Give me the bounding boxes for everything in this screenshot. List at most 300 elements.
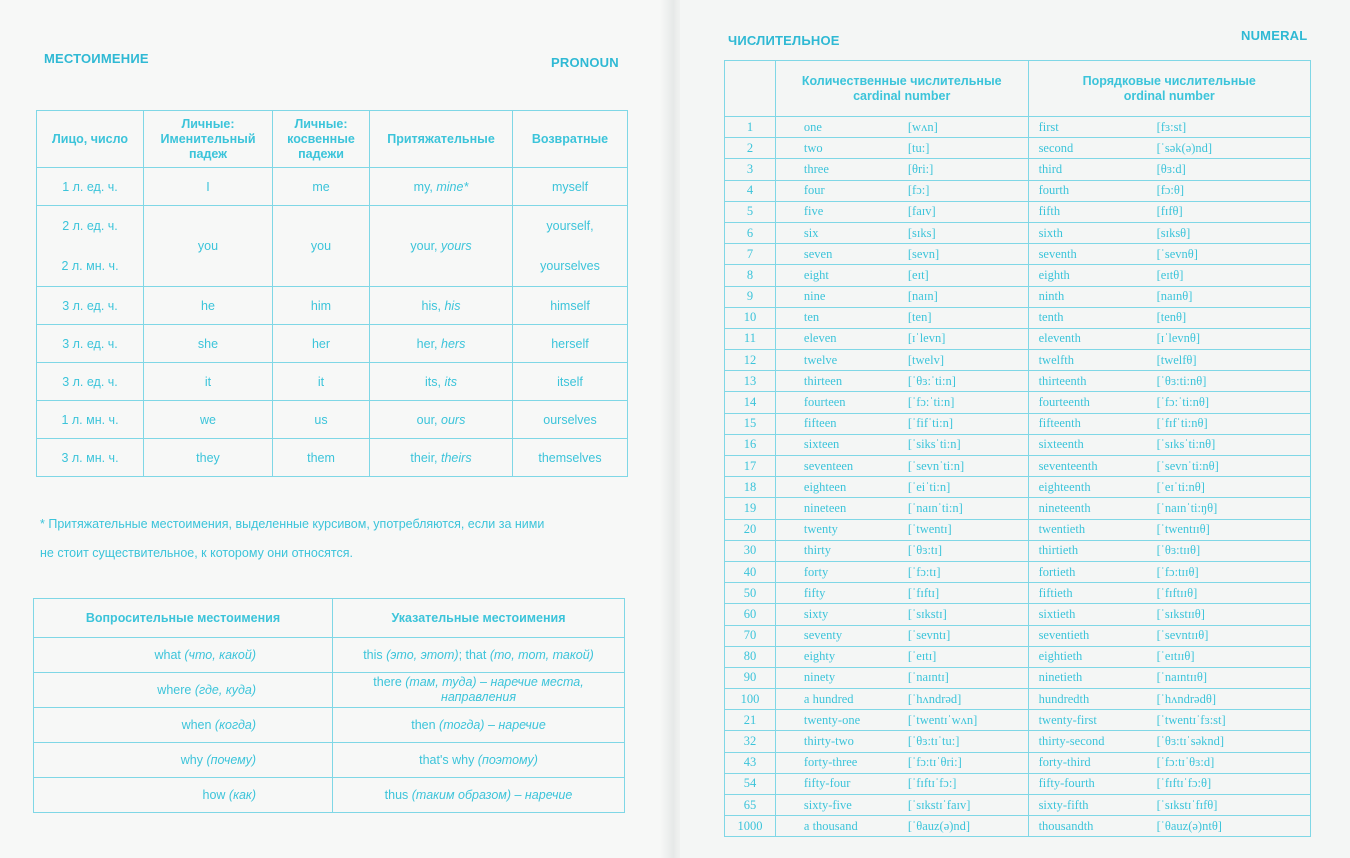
ordinal-cell	[1028, 816, 1310, 837]
qd-row	[34, 708, 625, 743]
ordinal-transcription: [ˈsɪkstɪˈfɪfθ]	[1156, 797, 1218, 812]
ordinal-word: tenth	[1038, 310, 1064, 325]
possessive-adjective: their,	[410, 450, 441, 465]
cardinal-transcription: [ˈhʌndrəd]	[907, 691, 962, 706]
cardinal-title-en: cardinal number	[853, 88, 951, 103]
possessive-cell	[370, 325, 513, 363]
ordinal-cell	[1028, 773, 1310, 794]
ordinal-cell	[1028, 434, 1310, 455]
cardinal-word: forty-three	[803, 755, 858, 770]
possessive-cell	[370, 206, 513, 287]
ordinal-cell	[1028, 710, 1310, 731]
footnote-line-1: * Притяжательные местоимения, выделенные курсивом, употребляются, если за ними	[40, 517, 545, 531]
cardinal-word: a hundred	[803, 691, 854, 706]
interrogative-translation: (как)	[228, 788, 256, 802]
ordinal-cell	[1028, 731, 1310, 752]
ordinal-cell	[1028, 392, 1310, 413]
number-cell: 9	[725, 286, 776, 307]
ordinal-transcription: [ˈsevntɪɪθ]	[1156, 628, 1209, 643]
ordinal-transcription: [fɪfθ]	[1156, 204, 1183, 219]
numeral-header-row	[725, 61, 1311, 117]
ordinal-word: first	[1038, 119, 1059, 134]
cardinal-transcription: [ˈfifˈti:n]	[907, 416, 954, 431]
ordinal-transcription: [fɔ:θ]	[1156, 183, 1185, 198]
number-cell: 30	[725, 540, 776, 561]
ordinal-word: hundredth	[1038, 691, 1090, 706]
ordinal-word: thirty-second	[1038, 734, 1105, 749]
ordinal-cell	[1028, 117, 1310, 138]
cardinal-cell	[775, 265, 1028, 286]
interrogative-cell	[34, 673, 333, 708]
cardinal-word: thirteen	[803, 373, 843, 388]
ordinal-transcription: [ˈθɜ:tɪɪθ]	[1156, 543, 1201, 558]
cardinal-transcription: [ˈeɪtɪ]	[907, 649, 937, 664]
ordinal-word: second	[1038, 140, 1074, 155]
cardinal-word: ninety	[803, 670, 836, 685]
ordinal-transcription: [ˈfɔ:ˈti:nθ]	[1156, 395, 1210, 410]
ordinal-transcription: [ˈfɪfˈti:nθ]	[1156, 416, 1208, 431]
cardinal-cell	[775, 244, 1028, 265]
ordinal-word: sixty-fifth	[1038, 797, 1089, 812]
qd-row	[34, 638, 625, 673]
possessive-adjective: my,	[413, 179, 437, 194]
interrogative-word: how	[202, 788, 229, 802]
ordinal-transcription: [ɪˈlevnθ]	[1156, 331, 1201, 346]
possessive-absolute: his	[444, 298, 461, 313]
left-page	[0, 0, 670, 858]
ordinal-cell	[1028, 689, 1310, 710]
cardinal-word: fifty	[803, 585, 826, 600]
pronoun-row	[37, 401, 628, 439]
number-cell: 5	[725, 201, 776, 222]
possessive-adjective: its,	[425, 374, 445, 389]
objective-cell: him	[273, 287, 370, 325]
numeral-row	[725, 561, 1311, 582]
possessive-cell	[370, 168, 513, 206]
qd-row	[34, 743, 625, 778]
cardinal-cell	[775, 731, 1028, 752]
numeral-row	[725, 286, 1311, 307]
demonstrative-word: thus	[384, 787, 412, 802]
cardinal-word: a thousand	[803, 818, 858, 833]
ordinal-transcription: [θɜ:d]	[1156, 161, 1186, 176]
numeral-row	[725, 392, 1311, 413]
numeral-row	[725, 180, 1311, 201]
cardinal-cell	[775, 498, 1028, 519]
cardinal-transcription: [ˈfɪftɪ]	[907, 585, 940, 600]
ordinal-transcription: [ˈeɪˈti:nθ]	[1156, 479, 1205, 494]
ordinal-transcription: [ˈθauz(ə)ntθ]	[1156, 818, 1222, 833]
reflexive-cell: himself	[513, 287, 628, 325]
cardinal-transcription: [wʌn]	[907, 119, 938, 134]
col-demonstrative: Указательные местоимения	[333, 599, 625, 638]
cardinal-transcription: [ˈθɜ:ˈti:n]	[907, 373, 956, 388]
reflexive-singular: yourself,	[546, 219, 594, 233]
cardinal-cell	[775, 371, 1028, 392]
ordinal-cell	[1028, 265, 1310, 286]
cardinal-transcription: [ˈfɔ:tɪ]	[907, 564, 941, 579]
possessive-adjective: his,	[421, 298, 445, 313]
ordinal-transcription: [ˈsevnθ]	[1156, 246, 1198, 261]
pronoun-row	[37, 439, 628, 477]
objective-cell: us	[273, 401, 370, 439]
ordinal-transcription: [ˈtwentɪˈfɜ:st]	[1156, 712, 1226, 727]
cardinal-cell	[775, 689, 1028, 710]
demonstrative-word: that's why	[419, 752, 478, 767]
col-possessive: Притяжательные	[370, 111, 513, 168]
numeral-row	[725, 689, 1311, 710]
ordinal-transcription: [ˈeɪtɪɪθ]	[1156, 649, 1195, 664]
numeral-header-ru: ЧИСЛИТЕЛЬНОЕ	[728, 33, 840, 48]
ordinal-word: twenty-first	[1038, 712, 1097, 727]
ordinal-word: fourth	[1038, 183, 1070, 198]
numeral-row	[725, 307, 1311, 328]
ordinal-transcription: [ˈsək(ə)nd]	[1156, 140, 1213, 155]
nominative-cell: I	[144, 168, 273, 206]
demonstrative-word-2: ; that	[458, 647, 490, 662]
cardinal-word: thirty	[803, 543, 831, 558]
ordinal-transcription: [ˈnaɪntɪɪθ]	[1156, 670, 1207, 685]
ordinal-word: third	[1038, 161, 1063, 176]
number-cell: 20	[725, 519, 776, 540]
col-reflexive: Возвратные	[513, 111, 628, 168]
numeral-row	[725, 498, 1311, 519]
demonstrative-translation: (тогда) – наречие	[439, 717, 546, 732]
pronoun-table	[36, 110, 628, 477]
ordinal-transcription: [ˈtwentɪɪθ]	[1156, 522, 1210, 537]
cardinal-cell	[775, 519, 1028, 540]
ordinal-word: fortieth	[1038, 564, 1076, 579]
numeral-row	[725, 731, 1311, 752]
numeral-row	[725, 328, 1311, 349]
cardinal-transcription: [θri:]	[907, 161, 934, 176]
ordinal-title-ru: Порядковые числительные	[1082, 73, 1256, 88]
number-cell: 60	[725, 604, 776, 625]
numeral-row	[725, 244, 1311, 265]
interrogative-translation: (что, какой)	[184, 648, 256, 662]
cardinal-cell	[775, 795, 1028, 816]
number-cell: 43	[725, 752, 776, 773]
cardinal-transcription: [ˈnaɪntɪ]	[907, 670, 949, 685]
ordinal-cell	[1028, 307, 1310, 328]
number-cell: 17	[725, 456, 776, 477]
ordinal-transcription: [ˈfɪftɪɪθ]	[1156, 585, 1198, 600]
possessive-cell	[370, 363, 513, 401]
number-cell: 16	[725, 434, 776, 455]
pronoun-row	[37, 363, 628, 401]
cardinal-cell	[775, 561, 1028, 582]
nominative-cell: you	[144, 206, 273, 287]
cardinal-transcription: [eɪt]	[907, 267, 929, 282]
ordinal-transcription: [tenθ]	[1156, 310, 1187, 325]
demonstrative-cell	[333, 708, 625, 743]
cardinal-transcription: [fɔ:]	[907, 183, 930, 198]
number-cell: 54	[725, 773, 776, 794]
reflexive-cell: herself	[513, 325, 628, 363]
possessive-absolute: its	[444, 374, 457, 389]
person-cell: 3 л. ед. ч.	[37, 363, 144, 401]
cardinal-word: twelve	[803, 352, 838, 367]
ordinal-cell	[1028, 413, 1310, 434]
demonstrative-cell	[333, 743, 625, 778]
cardinal-word: five	[803, 204, 824, 219]
cardinal-cell	[775, 752, 1028, 773]
question-demonstrative-table	[33, 598, 625, 813]
numeral-row	[725, 816, 1311, 837]
cardinal-cell	[775, 138, 1028, 159]
ordinal-word: twelfth	[1038, 352, 1074, 367]
demonstrative-word: there	[373, 675, 406, 689]
interrogative-cell	[34, 708, 333, 743]
ordinal-cell	[1028, 159, 1310, 180]
numeral-row	[725, 604, 1311, 625]
cardinal-transcription: [ɪˈlevn]	[907, 331, 946, 346]
ordinal-cell	[1028, 646, 1310, 667]
possessive-adjective: our,	[416, 412, 441, 427]
numeral-row	[725, 371, 1311, 392]
possessive-cell	[370, 439, 513, 477]
ordinal-transcription: [ˈfɪftɪˈfɔ:θ]	[1156, 776, 1212, 791]
numeral-row	[725, 540, 1311, 561]
numeral-row	[725, 625, 1311, 646]
demonstrative-word: then	[411, 717, 440, 732]
cardinal-transcription: [sɪks]	[907, 225, 936, 240]
possessive-adjective: her,	[416, 336, 441, 351]
qd-row	[34, 673, 625, 708]
qd-header-row	[34, 599, 625, 638]
numeral-row	[725, 434, 1311, 455]
cardinal-word: fourteen	[803, 395, 846, 410]
objective-cell: it	[273, 363, 370, 401]
numeral-row	[725, 667, 1311, 688]
ordinal-title-en: ordinal number	[1123, 88, 1215, 103]
person-cell: 1 л. ед. ч.	[37, 168, 144, 206]
person-cell	[37, 206, 144, 287]
possessive-absolute: mine*	[436, 179, 469, 194]
demonstrative-cell	[333, 638, 625, 673]
nominative-cell: she	[144, 325, 273, 363]
ordinal-cell	[1028, 667, 1310, 688]
demonstrative-translation: (там, туда) – наречие места, направления	[405, 675, 584, 704]
number-cell: 11	[725, 328, 776, 349]
cardinal-word: one	[803, 119, 822, 134]
cardinal-transcription: [ˈθɜ:tɪˈtu:]	[907, 734, 960, 749]
ordinal-word: eightieth	[1038, 649, 1083, 664]
ordinal-cell	[1028, 286, 1310, 307]
demonstrative-cell	[333, 673, 625, 708]
cardinal-cell	[775, 307, 1028, 328]
interrogative-cell	[34, 778, 333, 813]
col-person: Лицо, число	[37, 111, 144, 168]
reflexive-cell: itself	[513, 363, 628, 401]
numeral-row	[725, 795, 1311, 816]
nominative-cell: he	[144, 287, 273, 325]
reflexive-cell: myself	[513, 168, 628, 206]
ordinal-word: thirteenth	[1038, 373, 1087, 388]
cardinal-transcription: [ˈtwentɪ]	[907, 522, 952, 537]
cardinal-word: twenty	[803, 522, 838, 537]
cardinal-cell	[775, 646, 1028, 667]
interrogative-word: what	[154, 648, 185, 662]
cardinal-cell	[775, 286, 1028, 307]
person-cell: 3 л. мн. ч.	[37, 439, 144, 477]
numeral-row	[725, 159, 1311, 180]
objective-cell: you	[273, 206, 370, 287]
nominative-cell: it	[144, 363, 273, 401]
cardinal-transcription: [ˈsɪkstɪ]	[907, 606, 947, 621]
cardinal-word: four	[803, 183, 825, 198]
cardinal-word: forty	[803, 564, 829, 579]
ordinal-word: sixth	[1038, 225, 1063, 240]
cardinal-word: fifty-four	[803, 776, 851, 791]
cardinal-transcription: [ˈtwentɪˈwʌn]	[907, 712, 978, 727]
ordinal-cell	[1028, 752, 1310, 773]
cardinal-word: sixty	[803, 606, 829, 621]
possessive-cell	[370, 401, 513, 439]
ordinal-word: forty-third	[1038, 755, 1091, 770]
ordinal-cell	[1028, 222, 1310, 243]
number-cell: 3	[725, 159, 776, 180]
ordinal-cell	[1028, 371, 1310, 392]
number-cell: 21	[725, 710, 776, 731]
pronoun-row	[37, 206, 628, 287]
cardinal-cell	[775, 328, 1028, 349]
pronoun-header-en: PRONOUN	[551, 55, 619, 70]
cardinal-cell	[775, 159, 1028, 180]
cardinal-word: sixteen	[803, 437, 840, 452]
cardinal-word: eleven	[803, 331, 837, 346]
cardinal-cell	[775, 434, 1028, 455]
ordinal-word: eighteenth	[1038, 479, 1091, 494]
ordinal-word: fifteenth	[1038, 416, 1081, 431]
number-cell: 70	[725, 625, 776, 646]
cardinal-word: two	[803, 140, 823, 155]
number-cell: 40	[725, 561, 776, 582]
ordinal-transcription: [ˈfɔ:tɪɪθ]	[1156, 564, 1199, 579]
pronoun-row	[37, 287, 628, 325]
ordinal-transcription: [ˈθɜ:tɪˈsəknd]	[1156, 734, 1225, 749]
person-cell: 3 л. ед. ч.	[37, 287, 144, 325]
ordinal-cell	[1028, 350, 1310, 371]
interrogative-cell	[34, 638, 333, 673]
cardinal-transcription: [ˈfɔ:tɪˈθri:]	[907, 755, 962, 770]
cardinal-cell	[775, 773, 1028, 794]
cardinal-transcription: [ˈsiksˈti:n]	[907, 437, 961, 452]
ordinal-word: sixtieth	[1038, 606, 1076, 621]
number-cell: 1000	[725, 816, 776, 837]
number-cell: 7	[725, 244, 776, 265]
numeral-row	[725, 201, 1311, 222]
demonstrative-word: this	[363, 647, 387, 662]
cardinal-cell	[775, 222, 1028, 243]
cardinal-cell	[775, 180, 1028, 201]
objective-cell: me	[273, 168, 370, 206]
cardinal-word: sixty-five	[803, 797, 852, 812]
numeral-header-en: NUMERAL	[1241, 28, 1308, 43]
nominative-cell: they	[144, 439, 273, 477]
interrogative-word: where	[157, 683, 195, 697]
cardinal-transcription: [ˈsevnˈti:n]	[907, 458, 965, 473]
possessive-absolute: hers	[441, 336, 466, 351]
number-cell: 4	[725, 180, 776, 201]
ordinal-word: twentieth	[1038, 522, 1086, 537]
number-cell: 90	[725, 667, 776, 688]
cardinal-transcription: [ˈfɔ:ˈti:n]	[907, 395, 955, 410]
ordinal-cell	[1028, 561, 1310, 582]
ordinal-cell	[1028, 604, 1310, 625]
demonstrative-translation: (таким образом) – наречие	[411, 787, 573, 802]
cardinal-word: seven	[803, 246, 833, 261]
ordinal-transcription: [eɪtθ]	[1156, 267, 1184, 282]
cardinal-word: nine	[803, 289, 826, 304]
possessive-adjective: your,	[410, 239, 441, 253]
ordinal-transcription: [naɪnθ]	[1156, 289, 1193, 304]
number-cell: 8	[725, 265, 776, 286]
cardinal-cell	[775, 477, 1028, 498]
cardinal-transcription: [ˈfɪftɪˈfɔ:]	[907, 776, 957, 791]
reflexive-cell: themselves	[513, 439, 628, 477]
number-cell: 12	[725, 350, 776, 371]
cardinal-transcription: [ˈsevntɪ]	[907, 628, 951, 643]
demonstrative-translation-2: (то, тот, такой)	[489, 647, 594, 662]
cardinal-cell	[775, 392, 1028, 413]
cardinal-word: fifteen	[803, 416, 837, 431]
person-label: 2 л. ед. ч.	[62, 219, 118, 233]
cardinal-transcription: [ˈθauz(ə)nd]	[907, 818, 971, 833]
cardinal-cell	[775, 816, 1028, 837]
ordinal-transcription: [ˈhʌndrədθ]	[1156, 691, 1216, 706]
col-ordinal	[1028, 61, 1310, 117]
number-cell: 80	[725, 646, 776, 667]
ordinal-word: fifty-fourth	[1038, 776, 1095, 791]
cardinal-transcription: [ˈnaɪnˈti:n]	[907, 500, 963, 515]
cardinal-transcription: [ˈsɪkstɪˈfaɪv]	[907, 797, 971, 812]
ordinal-cell	[1028, 180, 1310, 201]
ordinal-word: sixteenth	[1038, 437, 1084, 452]
number-cell: 2	[725, 138, 776, 159]
nominative-cell: we	[144, 401, 273, 439]
numeral-row	[725, 265, 1311, 286]
possessive-absolute: ours	[441, 412, 466, 427]
cardinal-word: seventeen	[803, 458, 854, 473]
ordinal-transcription: [sɪksθ]	[1156, 225, 1191, 240]
ordinal-cell	[1028, 328, 1310, 349]
possessive-absolute: theirs	[441, 450, 472, 465]
cardinal-cell	[775, 583, 1028, 604]
ordinal-cell	[1028, 138, 1310, 159]
cardinal-cell	[775, 710, 1028, 731]
pronoun-header-ru: МЕСТОИМЕНИЕ	[44, 51, 149, 66]
cardinal-transcription: [faɪv]	[907, 204, 936, 219]
ordinal-word: ninetieth	[1038, 670, 1083, 685]
numeral-row	[725, 413, 1311, 434]
ordinal-word: seventh	[1038, 246, 1077, 261]
ordinal-cell	[1028, 540, 1310, 561]
ordinal-cell	[1028, 795, 1310, 816]
ordinal-word: seventeenth	[1038, 458, 1098, 473]
ordinal-word: nineteenth	[1038, 500, 1091, 515]
number-cell: 18	[725, 477, 776, 498]
ordinal-cell	[1028, 519, 1310, 540]
objective-cell: them	[273, 439, 370, 477]
number-cell: 13	[725, 371, 776, 392]
cardinal-word: eighteen	[803, 479, 847, 494]
ordinal-word: seventieth	[1038, 628, 1090, 643]
numeral-row	[725, 477, 1311, 498]
ordinal-word: fifth	[1038, 204, 1061, 219]
possessive-absolute: yours	[441, 239, 472, 253]
numeral-row	[725, 519, 1311, 540]
